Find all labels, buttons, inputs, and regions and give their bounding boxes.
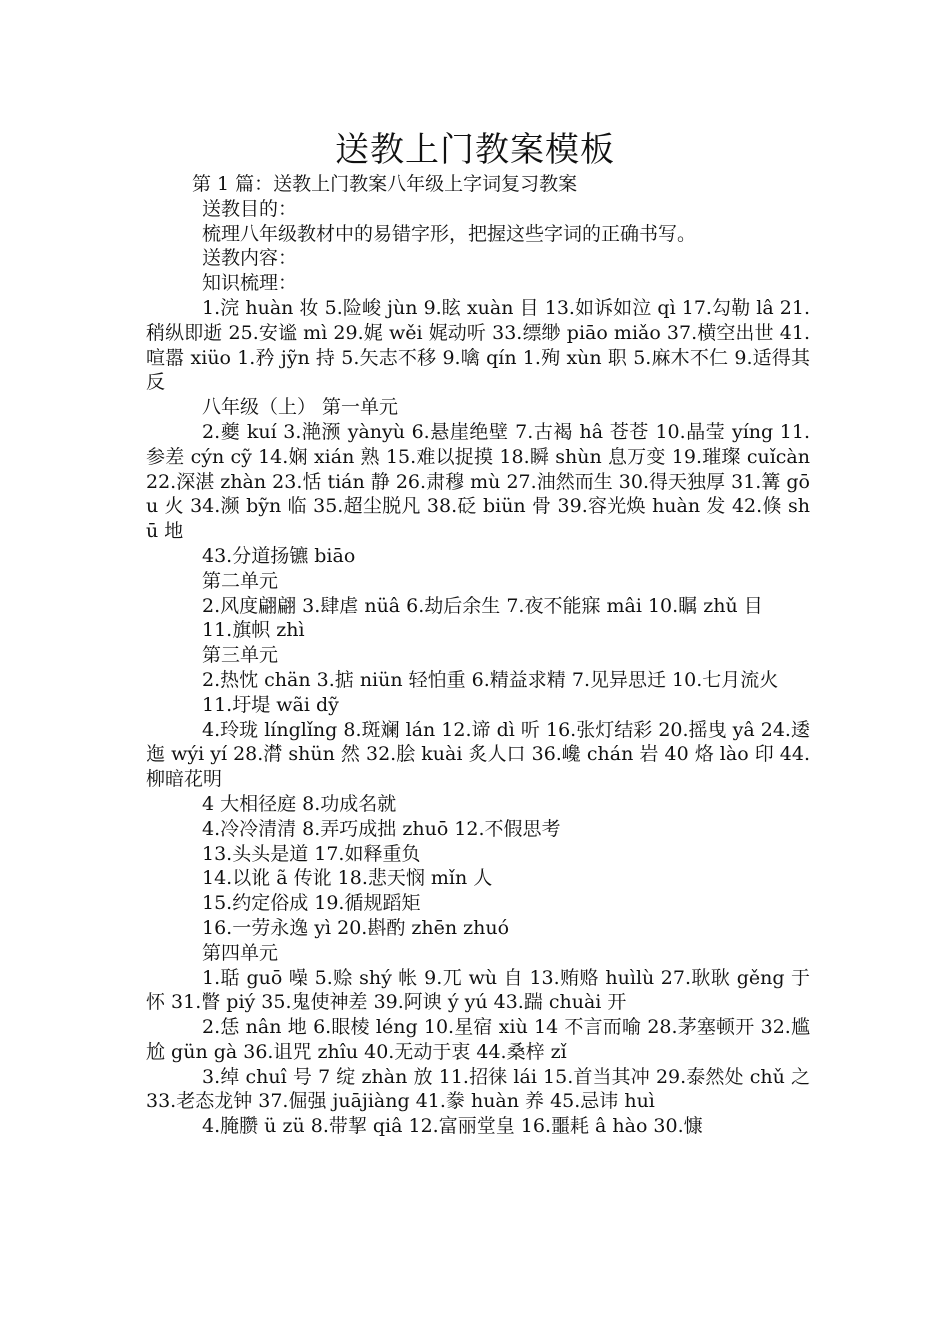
paragraph: 4.冷冷清清 8.弄巧成拙 zhuō 12.不假思考 xyxy=(202,817,561,840)
paragraph: 2.恁 nân 地 6.眼棱 léng 10.星宿 xiù 14 不言而喻 28.茅塞顿开 32.尴尬 gün gà 36.诅咒 zhîu 40.无动于衷 44.桑梓 zǐ xyxy=(146,1016,810,1063)
paragraph: 知识梳理： xyxy=(202,272,298,295)
paragraph: 梳理八年级教材中的易错字形，把握这些字词的正确书写。 xyxy=(202,222,697,245)
paragraph: 3.绰 chuî 号 7 绽 zhàn 放 11.招徕 lái 15.首当其冲 29.泰然处 chǔ 之 33.老态龙钟 37.倔强 juājiàng 41.豢 huàn 养 45.忌讳 huì xyxy=(146,1065,810,1113)
paragraph: 2.夔 kuí 3.滟滪 yànyù 6.悬崖绝壁 7.古褐 hâ 苍苍 10.晶莹 yíng 11.参差 cýn cỹ 14.娴 xián 熟 15.难以捉摸 18.瞬 shùn 息万变 19.璀璨 cuǐcàn 22.深湛 zhàn 23.恬 tián 静 26.肃穆 mù 27.油然而生 30.得天独厚 31.篝 gōu 火 34.濒 bỹn 临 35.超尘脱凡 38.砭 biün 骨 39.容光焕 huàn 发 42.倏 shū 地 xyxy=(146,420,810,543)
paragraph: 第三单元 xyxy=(202,644,279,667)
paragraph: 16.一劳永逸 yì 20.斟酌 zhēn zhuó xyxy=(202,916,510,939)
paragraph: 4 大相径庭 8.功成名就 xyxy=(202,792,397,815)
paragraph: 11.圩堤 wãi dỹ xyxy=(202,693,339,716)
paragraph: 第二单元 xyxy=(202,569,279,592)
paragraph: 2.热忱 chän 3.掂 niün 轻怕重 6.精益求精 7.见异思迁 10.七月流火 xyxy=(202,668,779,691)
paragraph: 43.分道扬镳 biāo xyxy=(202,544,356,567)
paragraph: 八年级（上） 第一单元 xyxy=(202,396,399,419)
paragraph: 第四单元 xyxy=(202,941,279,964)
paragraph: 2.风度翩翩 3.肆虐 nüâ 6.劫后余生 7.夜不能寐 mâi 10.瞩 zhǔ 目 xyxy=(202,594,763,617)
paragraph: 15.约定俗成 19.循规蹈矩 xyxy=(202,892,421,915)
paragraph: 14.以讹 ã 传讹 18.悲天悯 mǐn 人 xyxy=(202,867,493,890)
document-body xyxy=(146,172,810,1139)
paragraph: 4.腌臜 ü zü 8.带挈 qiâ 12.富丽堂皇 16.噩耗 â hào 30.慷 xyxy=(202,1115,703,1138)
paragraph: 4.玲珑 línglǐng 8.斑斓 lán 12.谛 dì 听 16.张灯结彩 20.摇曳 yâ 24.逶迤 wýi yí 28.潸 shün 然 32.脍 kuài 炙人口 36.巉 chán 岩 40 烙 lào 印 44.柳暗花明 xyxy=(146,718,810,791)
paragraph: 13.头头是道 17.如释重负 xyxy=(202,842,421,865)
paragraph: 1.聒 guō 噪 5.赊 shý 帐 9.兀 wù 自 13.贿赂 huìlù 27.耿耿 gěng 于怀 31.瞥 piý 35.鬼使神差 39.阿谀 ý yú 43.踹 chuài 开 xyxy=(146,966,810,1014)
document-title: 送教上门教案模板 xyxy=(335,130,615,170)
paragraph: 送教目的： xyxy=(202,197,298,220)
paragraph: 1.浣 huàn 妆 5.险峻 jùn 9.眩 xuàn 目 13.如诉如泣 qì 17.勾勒 lâ 21.稍纵即逝 25.安谧 mì 29.娓 wěi 娓动听 33.缥缈 piāo miǎo 37.横空出世 41.喧嚣 xiüo 1.矜 jỹn 持 5.矢志不移 9.噙 qín 1.殉 xùn 职 5.麻木不仁 9.适得其反 xyxy=(146,296,810,394)
paragraph: 第 1 篇：送教上门教案八年级上字词复习教案 xyxy=(192,173,578,195)
paragraph: 11.旗帜 zhì xyxy=(202,619,305,642)
paragraph: 送教内容： xyxy=(202,247,298,270)
